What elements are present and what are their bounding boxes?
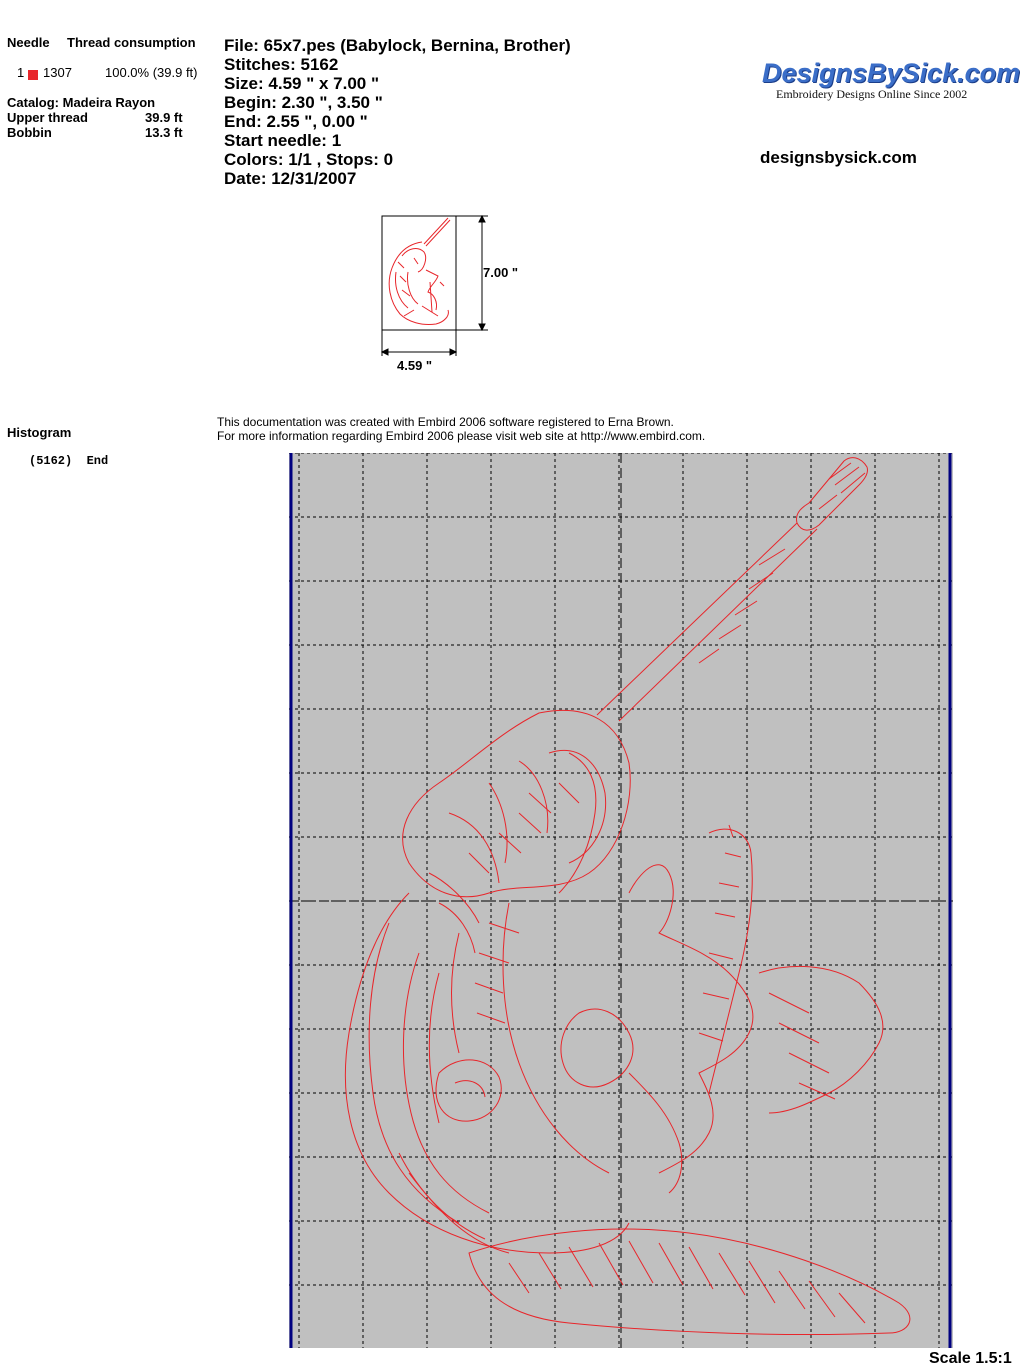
thread-color-swatch [28, 66, 38, 84]
website-label: designsbysick.com [760, 148, 917, 167]
catalog-label: Catalog: Madeira Rayon [7, 95, 156, 110]
file-name: File: 65x7.pes (Babylock, Bernina, Brother) [224, 36, 571, 55]
histogram-title: Histogram [7, 425, 72, 440]
file-info [224, 36, 571, 188]
bobbin-label: Bobbin [7, 125, 52, 140]
needle-number: 1 [17, 65, 25, 80]
height-dimension-label: 7.00 " [483, 265, 519, 280]
design-thumbnail [378, 212, 538, 382]
width-dimension-label: 4.59 " [397, 358, 433, 373]
bobbin-value: 13.3 ft [145, 125, 183, 140]
design-preview [289, 453, 953, 1348]
needle-header: Needle [7, 35, 50, 50]
end-position: End: 2.55 ", 0.00 " [224, 112, 368, 131]
credits-line-2: For more information regarding Embird 2006 please visit web site at http://www.embird.com. [217, 429, 706, 443]
credits-line-1: This documentation was created with Embird 2006 software registered to Erna Brown. [217, 415, 674, 429]
histogram-entry: (5162) End [29, 454, 109, 468]
consumption-header: Thread consumption [67, 35, 196, 50]
thumbnail-svg [378, 212, 538, 382]
brand-logo: DesignsBySick.com [762, 58, 1021, 88]
credits [217, 415, 705, 443]
preview-svg [289, 453, 953, 1348]
design-size: Size: 4.59 " x 7.00 " [224, 74, 380, 93]
upper-thread-value: 39.9 ft [145, 110, 183, 125]
stitch-count: Stitches: 5162 [224, 55, 339, 74]
begin-position: Begin: 2.30 ", 3.50 " [224, 93, 383, 112]
start-needle: Start needle: 1 [224, 131, 342, 150]
brand-tagline: Embroidery Designs Online Since 2002 [776, 87, 968, 101]
design-date: Date: 12/31/2007 [224, 169, 357, 188]
thread-consumption: 100.0% (39.9 ft) [105, 65, 198, 80]
thread-code: 1307 [43, 65, 72, 80]
scale-label: Scale 1.5:1 [929, 1350, 1012, 1367]
colors-stops: Colors: 1/1 , Stops: 0 [224, 150, 394, 169]
thumbnail-frame [382, 216, 456, 330]
upper-thread-label: Upper thread [7, 110, 88, 125]
